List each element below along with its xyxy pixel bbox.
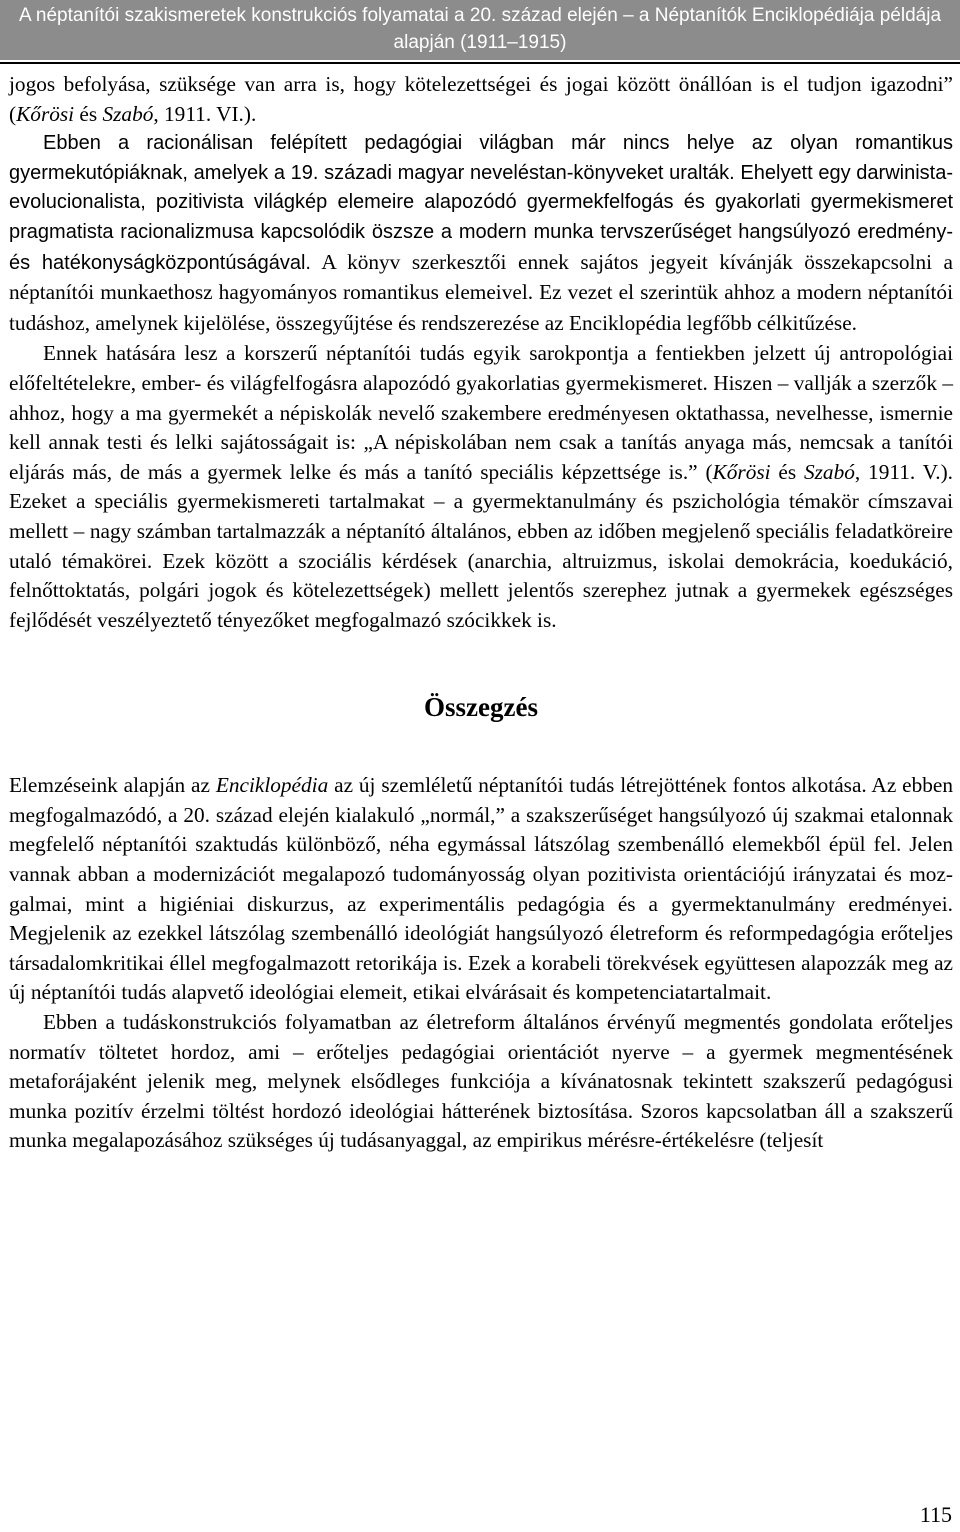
paragraph-2-text-a: Ebben a racionálisan felépített pedagógiai világban már nincs helye az olyan romantikus gyermekutópiáknak, amelyek a 19. századi magyar neveléstan-könyveket uralták. Ehelyett egy darwinista-evolucionalista, pozitivista világkép elemeire alapozódó gyermekfelfogás és gyakorlati gyermekismeret pragmatista racionalizmusa kapcsolódik öszsze a modern munka tervszerűséget hangsúlyozó eredmény- és hatékonyságközpontúságával. [9,132,953,274]
citation-author-2: Szabó [803,459,855,484]
paragraph-4-text-b: az új szemléletű néptanítói tudás létrejöttének fontos alkotása. Az ebben megfogalmazódó, a 20. század elején kialakuló „normál,” a szakszerűséget hangsúlyozó új szakmai etalonnak megfelelő néptanítói szaktudás különböző, néha egymással látszólag szembenálló elemekből épül fel. Jelen vannak abban a modernizációt megalapozó tudományosság olyan pozitivista orientációjú irányzatai és mozgalmai, mint a higiéniai diskurzus, az experimentális pedagógia és a gyermektanulmány eredményei. Megjelenik az ezekkel látszólag szembenálló ideológiát hangsúlyozó életreform és reformpedagógia erőteljes társadalomkritikai éllel megfogalmazott retorikája is. Ezek a korabeli törekvések együttesen alapozzák meg az új néptanítói tudás alapvető ideológiai elemeit, etikai elvárásait és kompetenciatartalmait. [9,773,954,1005]
running-header-line-2: alapján (1911–1915) [393,32,567,53]
paragraph-1 [9,70,953,129]
citation-author-1: Kőrösi [712,459,771,484]
header-divider [0,62,960,64]
section-heading: Összegzés [424,692,538,723]
paragraph-3-text-b: , 1911. V.). Ezeket a speciális gyermekismereti tartalmakat – a gyermektanulmány és pszichológia témakör címszavai mellett – nagy számban tartalmazzák a néptanító általános, ebben az időben megjelenő speciális feladatköreire utaló témakörei. Ezek között a szociális kérdések (anarchia, altruizmus, iskolai demokrácia, koedukáció, felnőttoktatás, polgári jogok és kötelezettségek) mellett jelentős szerephez jutnak a gyermekek egészséges fejlődését veszélyeztető tényezőket megfogalmazó szócikkek is. [9,459,954,632]
page-number: 115 [919,1502,952,1527]
paragraph-2-text-b: A könyv szerkesztői ennek sajátos jegyeit kívánják összekapcsolni a néptanítói munkaethosz hagyományos romantikus elemeivel. Ez vezet el szerintük ahhoz a modern néptanítói tudáshoz, amelynek kijelölése, összegyűjtése és rendszerezése az Enciklopédia legfőbb célkitűzése. [9,249,953,335]
citation-tail: , 1911. VI.). [153,101,257,126]
article-body [9,70,953,1156]
citation-author-1: Kőrösi [16,101,75,126]
paragraph-1-text: jogos befolyása, szüksége van arra is, hogy kötelezettségei és jogai között önállóan is el tudjon igazodni” ( [9,72,953,126]
paragraph-4 [9,771,953,1008]
citation-and: és [770,459,804,484]
citation-author-2: Szabó [102,101,154,126]
running-header [0,0,960,60]
paragraph-5: Ebben a tudáskonstrukciós folyamatban az életreform általános érvényű megmentés gondolata erőteljes normatív töltetet hordoz, ami – erőteljes pedagógiai orientációt nyerve – a gyermek megmentésének metaforájaként jelenik meg, melynek elsődleges funkciója a kívánatosnak tekintett szakszerű pedagógusi munka pozitív érzelmi töltést hordozó ideológiai hátterének biztosítása. Szoros kapcsolatban áll a szakszerű munka megalapozásához szükséges új tudásanyaggal, az empirikus mérésre-értékelésre (teljesít [9,1010,953,1153]
running-header-line-1: A néptanítói szakismeretek konstrukciós folyamatai a 20. század elején – a Néptanítók Enciklopédiája példája [18,5,942,26]
paragraph-4-text-a: Elemzéseink alapján az [9,773,216,798]
citation-and: és [74,101,103,126]
emphasis-encyclopedia: Enciklopédia [215,773,329,798]
paragraph-3-text-a: Ennek hatására lesz a korszerű néptanítói tudás egyik sarokpontja a fentiekben jelzett új antropológiai előfeltételekre, ember- és világfelfogásra alapozódó gyakorlatias gyermekismeret. Hiszen – vallják a szerzők – ahhoz, hogy a ma gyermekét a népiskolák nevelő szakembere eredményesen oktathassa, nevelhesse, ismernie kell annak testi és lelki sajátosságait is: „A népiskolában nem csak a tanítás anyaga más, nemcsak a tanítói eljárás más, de más a gyermek lelke és más a tanító speciális képzettsége is.” ( [9,341,953,484]
paragraph-3 [9,339,953,635]
paragraph-2 [9,129,953,339]
